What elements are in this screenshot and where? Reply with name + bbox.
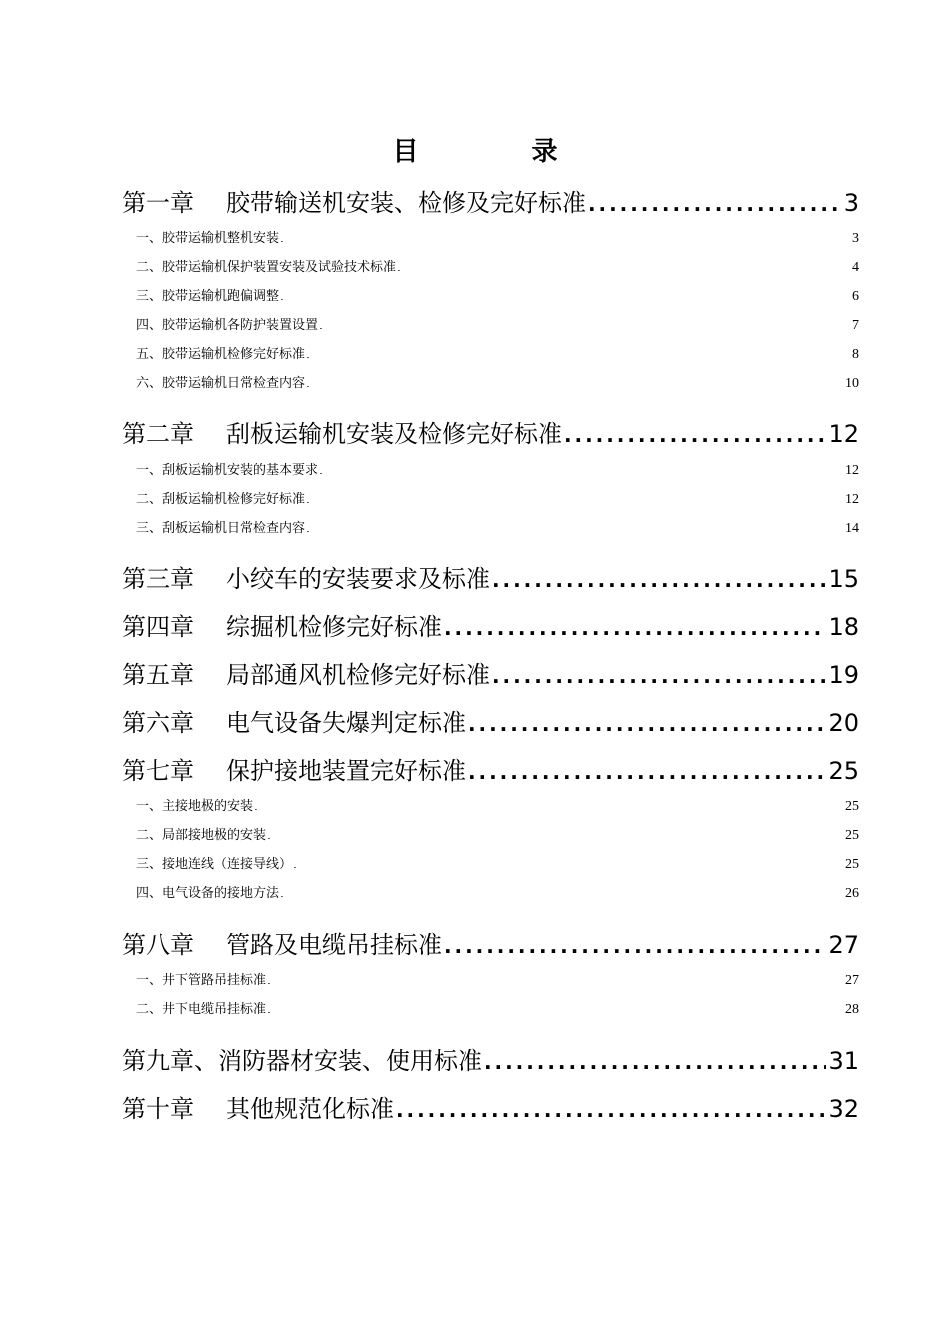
dot-leader <box>588 192 842 216</box>
chapter-title: 第九章、消防器材安装、使用标准 <box>122 1047 482 1075</box>
chapter-number: 第一章 <box>122 189 194 217</box>
page-number: 18 <box>828 613 859 641</box>
page-number: 7 <box>852 318 859 333</box>
toc-section-entry[interactable] <box>136 256 859 276</box>
dot-leader <box>468 760 826 784</box>
section-title: 四、电气设备的接地方法 <box>136 886 280 901</box>
section-title: 一、胶带运输机整机安装 <box>136 231 280 246</box>
toc-chapter-entry[interactable] <box>122 414 859 450</box>
dot-leader <box>564 423 826 447</box>
section-title: 二、局部接地极的安装 <box>136 828 267 843</box>
chapter-number: 第四章 <box>122 613 194 641</box>
page-number: 10 <box>845 376 859 391</box>
dot-leader <box>255 803 843 812</box>
chapter-number: 第十章 <box>122 1095 194 1123</box>
page-number: 12 <box>845 492 859 507</box>
page-number: 25 <box>845 799 859 814</box>
section-title: 三、接地连线（连接导线） <box>136 857 293 872</box>
chapter-title: 小绞车的安装要求及标准 <box>226 565 490 593</box>
toc-chapter-entry[interactable] <box>122 607 859 643</box>
toc-chapter-entry[interactable] <box>122 183 859 219</box>
page-number: 31 <box>828 1047 859 1075</box>
page-number: 25 <box>845 857 859 872</box>
chapter-title: 管路及电缆吊挂标准 <box>226 931 442 959</box>
chapter-title: 胶带输送机安装、检修及完好标准 <box>226 189 586 217</box>
page-number: 6 <box>852 289 859 304</box>
toc-section-entry[interactable] <box>136 488 859 508</box>
dot-leader <box>307 351 850 360</box>
section-title: 三、胶带运输机跑偏调整 <box>136 289 280 304</box>
section-title: 六、胶带运输机日常检查内容 <box>136 376 306 391</box>
chapter-title: 电气设备失爆判定标准 <box>226 709 466 737</box>
dot-leader <box>294 861 843 870</box>
chapter-title: 刮板运输机安装及检修完好标准 <box>226 420 562 448</box>
dot-leader <box>398 264 850 273</box>
chapter-number: 第八章 <box>122 931 194 959</box>
dot-leader <box>268 1006 843 1015</box>
section-title: 二、胶带运输机保护装置安装及试验技术标准 <box>136 260 397 275</box>
toc-section-entry[interactable] <box>136 969 859 989</box>
dot-leader <box>396 1098 826 1122</box>
section-title: 一、主接地极的安装 <box>136 799 254 814</box>
dot-leader <box>281 235 850 244</box>
page-number: 19 <box>828 661 859 689</box>
page-number: 3 <box>843 189 859 217</box>
toc-section-entry[interactable] <box>136 459 859 479</box>
page-number: 32 <box>828 1095 859 1123</box>
section-title: 二、刮板运输机检修完好标准 <box>136 492 306 507</box>
chapter-number: 第五章 <box>122 661 194 689</box>
chapter-number: 第七章 <box>122 757 194 785</box>
page-number: 3 <box>852 231 859 246</box>
dot-leader <box>281 293 850 302</box>
page-number: 8 <box>852 347 859 362</box>
section-title: 一、刮板运输机安装的基本要求 <box>136 463 319 478</box>
toc-chapter-entry[interactable] <box>122 1041 859 1077</box>
toc-section-entry[interactable] <box>136 314 859 334</box>
dot-leader <box>468 712 826 736</box>
toc-chapter-entry[interactable] <box>122 925 859 961</box>
chapter-title: 局部通风机检修完好标准 <box>226 661 490 689</box>
chapter-title: 其他规范化标准 <box>226 1095 394 1123</box>
page-number: 26 <box>845 886 859 901</box>
page-number: 25 <box>845 828 859 843</box>
toc-section-entry[interactable] <box>136 343 859 363</box>
toc-chapter-entry[interactable] <box>122 703 859 739</box>
dot-leader <box>307 496 843 505</box>
section-title: 四、胶带运输机各防护装置设置 <box>136 318 319 333</box>
dot-leader <box>320 322 850 331</box>
section-title: 一、井下管路吊挂标准 <box>136 973 267 988</box>
section-title: 二、井下电缆吊挂标准 <box>136 1002 267 1017</box>
dot-leader <box>444 616 826 640</box>
toc-section-entry[interactable] <box>136 882 859 902</box>
toc-section-entry[interactable] <box>136 285 859 305</box>
toc-section-entry[interactable] <box>136 227 859 247</box>
toc-chapter-entry[interactable] <box>122 559 859 595</box>
toc-section-entry[interactable] <box>136 853 859 873</box>
page-number: 20 <box>828 709 859 737</box>
section-title: 五、胶带运输机检修完好标准 <box>136 347 306 362</box>
toc-title: 目 录 <box>392 137 610 167</box>
dot-leader <box>307 525 843 534</box>
chapter-title: 综掘机检修完好标准 <box>226 613 442 641</box>
dot-leader <box>492 568 826 592</box>
toc-section-entry[interactable] <box>136 517 859 537</box>
dot-leader <box>492 664 826 688</box>
toc-chapter-entry[interactable] <box>122 655 859 691</box>
dot-leader <box>320 467 843 476</box>
page-number: 25 <box>828 757 859 785</box>
dot-leader <box>268 832 843 841</box>
page-number: 4 <box>852 260 859 275</box>
dot-leader <box>484 1050 826 1074</box>
toc-section-entry[interactable] <box>136 998 859 1018</box>
dot-leader <box>268 977 843 986</box>
page-number: 14 <box>845 521 859 536</box>
page-number: 28 <box>845 1002 859 1017</box>
toc-section-entry[interactable] <box>136 824 859 844</box>
toc-chapter-entry[interactable] <box>122 1089 859 1125</box>
toc-chapter-entry[interactable] <box>122 751 859 787</box>
page-number: 12 <box>845 463 859 478</box>
chapter-number: 第二章 <box>122 420 194 448</box>
dot-leader <box>307 380 843 389</box>
dot-leader <box>281 890 843 899</box>
page-number: 12 <box>828 420 859 448</box>
chapter-number: 第三章 <box>122 565 194 593</box>
chapter-title: 保护接地装置完好标准 <box>226 757 466 785</box>
page-number: 27 <box>845 973 859 988</box>
page-number: 15 <box>828 565 859 593</box>
section-title: 三、刮板运输机日常检查内容 <box>136 521 306 536</box>
dot-leader <box>444 934 826 958</box>
chapter-number: 第六章 <box>122 709 194 737</box>
toc-section-entry[interactable] <box>136 795 859 815</box>
page-number: 27 <box>828 931 859 959</box>
toc-section-entry[interactable] <box>136 372 859 392</box>
